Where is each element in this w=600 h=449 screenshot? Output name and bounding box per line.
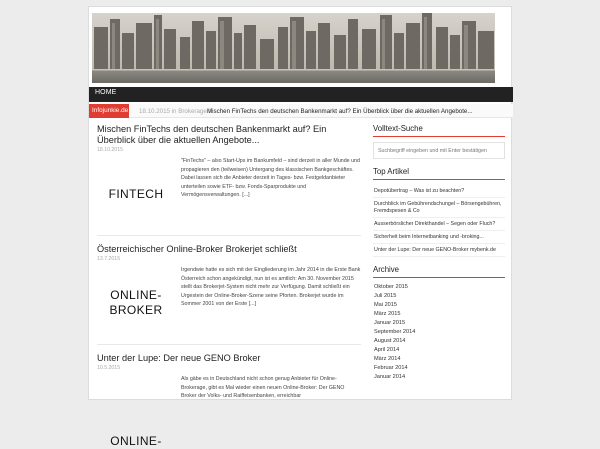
archive-link[interactable]: Januar 2015 — [374, 320, 406, 327]
post-thumbnail[interactable]: ONLINE- BROKER — [109, 288, 163, 317]
top-article-link[interactable]: Depotübertrag – Was ist zu beachten? — [373, 185, 505, 198]
archive-link[interactable]: Januar 2014 — [374, 373, 406, 380]
post-card — [97, 124, 361, 236]
post-divider — [97, 344, 361, 345]
post-title-link[interactable]: Mischen FinTechs den deutschen Bankenmarkt auf? Ein Überblick über die aktuellen Angebote... — [97, 124, 327, 145]
top-article-link[interactable]: Durchblick im Gebührendschungel – Börsengebühren, Fremdspesen & Co — [373, 198, 505, 218]
ticker-label: Infojunkie.de — [89, 104, 129, 118]
post-body — [97, 157, 361, 231]
post-body — [97, 375, 361, 449]
main-content — [97, 124, 361, 449]
archive-link[interactable]: Juli 2015 — [374, 293, 397, 300]
top-articles-widget — [373, 167, 505, 257]
archive-link[interactable]: Februar 2014 — [374, 364, 408, 371]
ticker-headline-link[interactable]: Mischen FinTechs den deutschen Bankenmarkt auf? Ein Überblick über die aktuellen Angebote... — [207, 107, 473, 115]
post-date: 18.10.2015 — [97, 147, 123, 153]
header-banner-image[interactable] — [92, 13, 495, 83]
post-excerpt: Als gäbe es in Deutschland nicht schon genug Anbieter für Online-Brokerage, gibt es Mal wieder einen neuen Online-Broker: Der GENO Broker der Volks- und Raiffeisenbanken, erreichbar — [181, 376, 345, 400]
nav-item-home[interactable]: HOME — [95, 89, 117, 96]
archive-list — [373, 283, 505, 382]
archive-link[interactable]: Oktober 2015 — [374, 284, 408, 291]
top-article-link[interactable]: Sicherheit beim Internetbanking und -broking... — [373, 231, 505, 244]
post-date: 13.7.2015 — [97, 256, 121, 262]
post-date: 10.5.2015 — [97, 365, 121, 371]
search-input[interactable]: Suchbegriff eingeben und mit Enter bestätigen — [373, 142, 505, 159]
archive-link[interactable]: Mai 2015 — [374, 302, 398, 309]
post-card — [97, 244, 361, 345]
post-excerpt: Irgendwie hatte es sich mit der Eingliederung im Jahr 2014 in die Erste Bank Österreich schon angekündigt, nun ist es amtlich: Am 30. November 2015 stellt das Brokerjet-System nicht mehr zur Verfügung. Damit schließt ein Urgestein der Online-Broker-Szene seine Pforten. Brokerjet wurde im Sommer 2001 von der Erste [...] — [181, 267, 361, 308]
post-excerpt: "FinTechs" – also Start-Ups im Bankumfeld – sind derzeit in aller Munde und propagieren den (teilweisen) Untergang des klassischen Bankgeschäftes. Dabei lassen sich die Anbieter derzeit in Tages- bzw. Festgeldanbieter unterteilen sowie ETF- bzw. Fonds-Sparprodukte und Vermögensverwaltungen. [...] — [181, 158, 360, 199]
top-article-link[interactable]: Ausserbörslicher Direkthandel – Segen oder Fluch? — [373, 218, 505, 231]
archive-link[interactable]: März 2015 — [374, 311, 401, 318]
archive-link[interactable]: September 2014 — [374, 329, 416, 336]
top-articles-list — [373, 185, 505, 257]
post-divider — [97, 235, 361, 236]
top-article-link[interactable]: Unter der Lupe: Der neue GENO-Broker mybenk.de — [373, 244, 505, 257]
search-widget — [373, 124, 505, 159]
news-ticker — [89, 104, 513, 118]
archive-link[interactable]: März 2014 — [374, 355, 401, 362]
post-body — [97, 266, 361, 340]
page-wrapper — [88, 6, 512, 448]
sidebar — [373, 124, 505, 390]
post-card — [97, 353, 361, 449]
widget-title: Top Artikel — [373, 167, 505, 180]
archive-link[interactable]: April 2014 — [374, 346, 400, 353]
post-title-link[interactable]: Österreichischer Online-Broker Brokerjet schließt — [97, 244, 297, 254]
archive-link[interactable]: August 2014 — [374, 338, 406, 344]
widget-title: Archive — [373, 265, 505, 278]
archive-widget — [373, 265, 505, 382]
post-title-link[interactable]: Unter der Lupe: Der neue GENO Broker — [97, 353, 261, 363]
post-thumbnail[interactable]: ONLINE- — [110, 434, 162, 448]
widget-title: Volltext-Suche — [373, 124, 505, 137]
skyline-photo — [92, 13, 495, 83]
ticker-date-category: 18.10.2015 in Brokerage // — [139, 107, 212, 115]
main-navigation — [89, 87, 513, 102]
post-thumbnail[interactable]: FINTECH — [108, 186, 164, 201]
